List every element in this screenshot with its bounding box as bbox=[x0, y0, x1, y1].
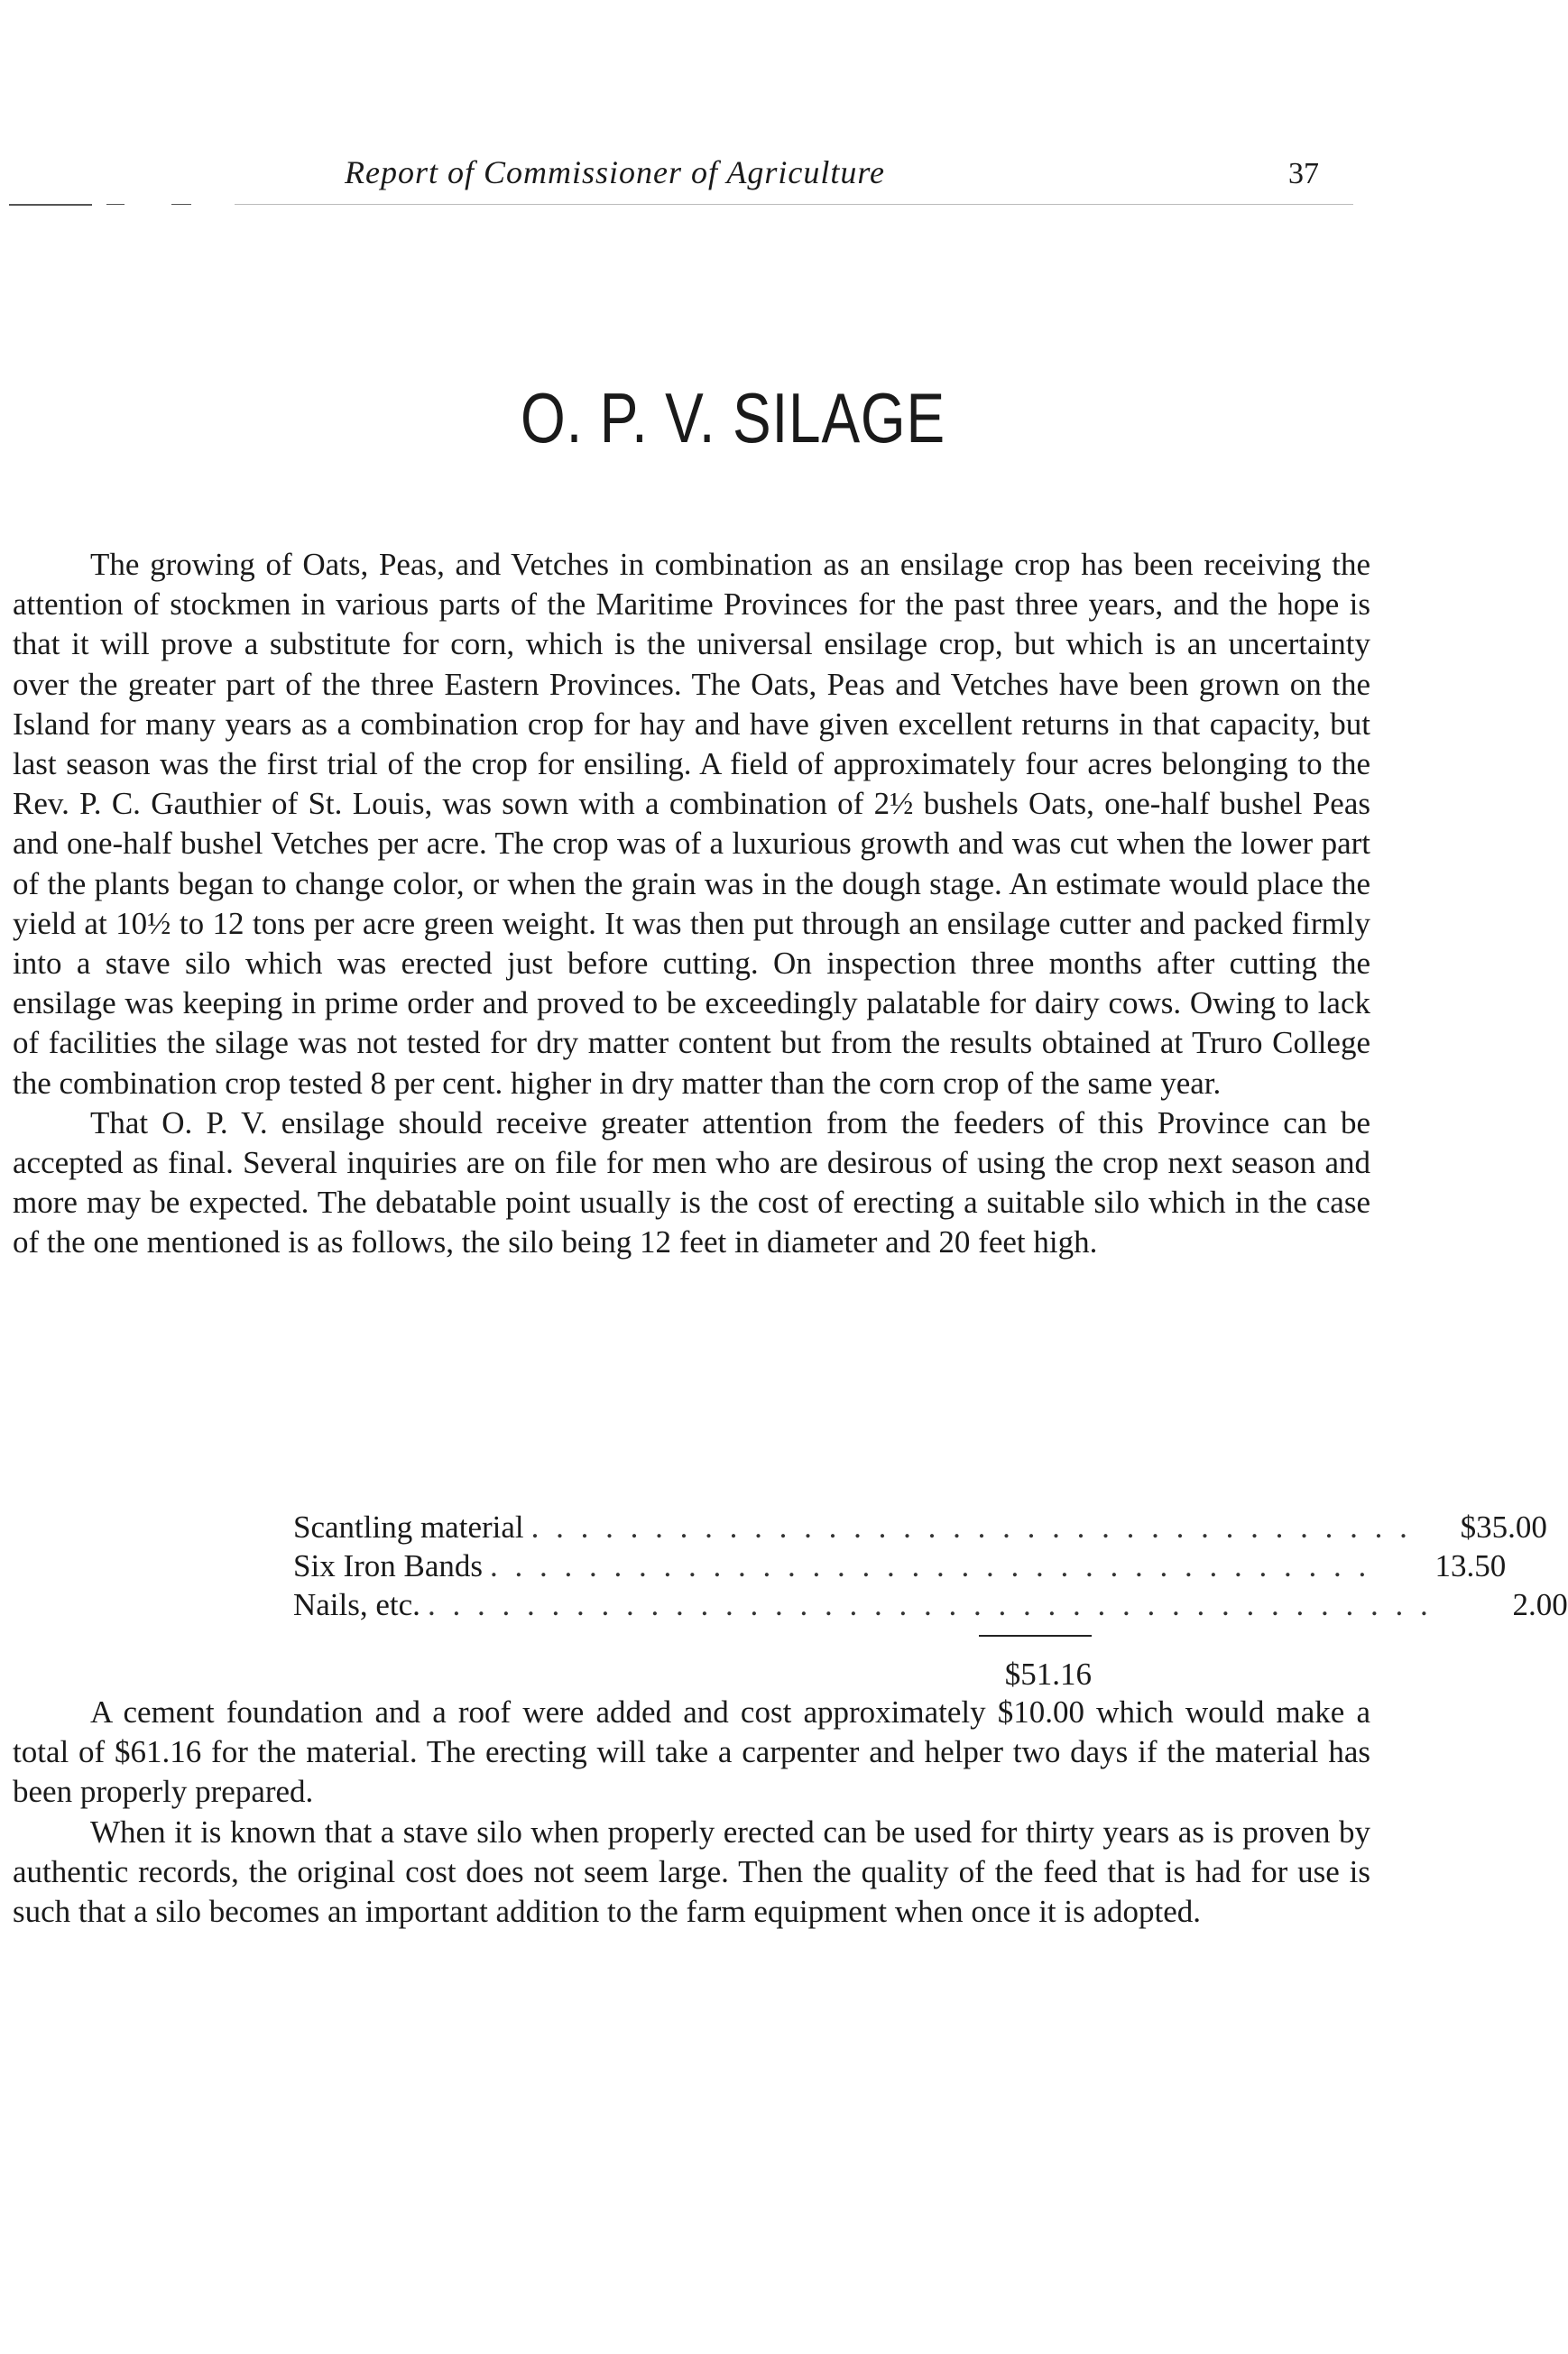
paragraph: A cement foundation and a roof were added and cost approximately $10.00 which would make a total of $61.16 for the material. The erecting will take a carpenter and helper two days if the material has been properly prepared. bbox=[13, 1694, 1370, 1810]
header-rule bbox=[171, 204, 191, 205]
body-text-lower bbox=[13, 1693, 1370, 1932]
cost-item-label: Nails, etc. bbox=[293, 1587, 420, 1622]
cost-row bbox=[293, 1587, 1568, 1626]
article-title: O. P. V. SILAGE bbox=[521, 378, 945, 457]
cost-total-row bbox=[293, 1637, 1092, 1693]
leader-dots: . . . . . . . . . . . . . . . . . . . . . . . . . . . . . . . . . . . . . . . . . bbox=[427, 1587, 1433, 1622]
cost-item-label: Six Iron Bands bbox=[293, 1548, 483, 1583]
body-text-upper bbox=[13, 545, 1370, 1263]
cost-item-label: Scantling material bbox=[293, 1509, 524, 1545]
paragraph: When it is known that a stave silo when properly erected can be used for thirty years as is proven by authentic records, the original cost does not seem large. Then the quality of the feed that is had for use is such that a silo becomes an important addition to the farm equipment when once it is adopted. bbox=[13, 1814, 1370, 1930]
header-rule bbox=[235, 204, 1353, 205]
cost-row bbox=[293, 1509, 1547, 1548]
paragraph: That O. P. V. ensilage should receive greater attention from the feeders of this Province can be accepted as final. Several inquiries are on file for men who are desirous of using the crop next season and more may be expected. The debatable point usually is the cost of erecting a suitable silo which in the case of the one mentioned is as follows, the silo being 12 feet in diameter and 20 feet high. bbox=[13, 1104, 1370, 1260]
cost-table bbox=[293, 1509, 1568, 1693]
running-title: Report of Commissioner of Agriculture bbox=[345, 154, 885, 190]
paragraph: The growing of Oats, Peas, and Vetches in combination as an ensilage crop has been receiving the attention of stockmen in various parts of the Maritime Provinces for the past three years, and the hope is that it will prove a substitute for corn, which is the universal ensilage crop, but which is an uncertainty over the greater part of the three Eastern Provinces. The Oats, Peas and Vetches have been grown on the Island for many years as a combination crop for hay and have given excellent returns in that capacity, but last season was the first trial of the crop for ensiling. A field of approximately four acres belonging to the Rev. P. C. Gauthier of St. Louis, was sown with a combination of 2½ bushels Oats, one-half bushel Peas and one-half bushel Vetches per acre. The crop was of a luxurious growth and was cut when the lower part of the plants began to change color, or when the grain was in the dough stage. An estimate would place the yield at 10½ to 12 tons per acre green weight. It was then put through an ensilage cutter and packed firmly into a stave silo which was erected just before cutting. On inspection three months after cutting the ensilage was keeping in prime order and proved to be exceedingly palatable for dairy cows. Owing to lack of facilities the silage was not tested for dry matter content but from the results obtained at Truro College the combination crop tested 8 per cent. higher in dry matter than the corn crop of the same year. bbox=[13, 547, 1370, 1101]
page-number: 37 bbox=[1288, 157, 1319, 190]
cost-item-amount: 13.50 bbox=[1434, 1548, 1507, 1583]
cost-item-amount: $35.00 bbox=[1460, 1509, 1547, 1545]
leader-dots: . . . . . . . . . . . . . . . . . . . . . . . . . . . . . . . . . . . . bbox=[490, 1548, 1371, 1583]
header-rule bbox=[106, 204, 125, 205]
leader-dots: . . . . . . . . . . . . . . . . . . . . . . . . . . . . . . . . . . . . bbox=[530, 1509, 1412, 1545]
cost-row bbox=[293, 1548, 1507, 1587]
running-head bbox=[0, 153, 1466, 198]
cost-total: $51.16 bbox=[1004, 1657, 1092, 1692]
cost-item-amount: 2.00 bbox=[1512, 1587, 1568, 1622]
header-rule bbox=[9, 204, 92, 206]
